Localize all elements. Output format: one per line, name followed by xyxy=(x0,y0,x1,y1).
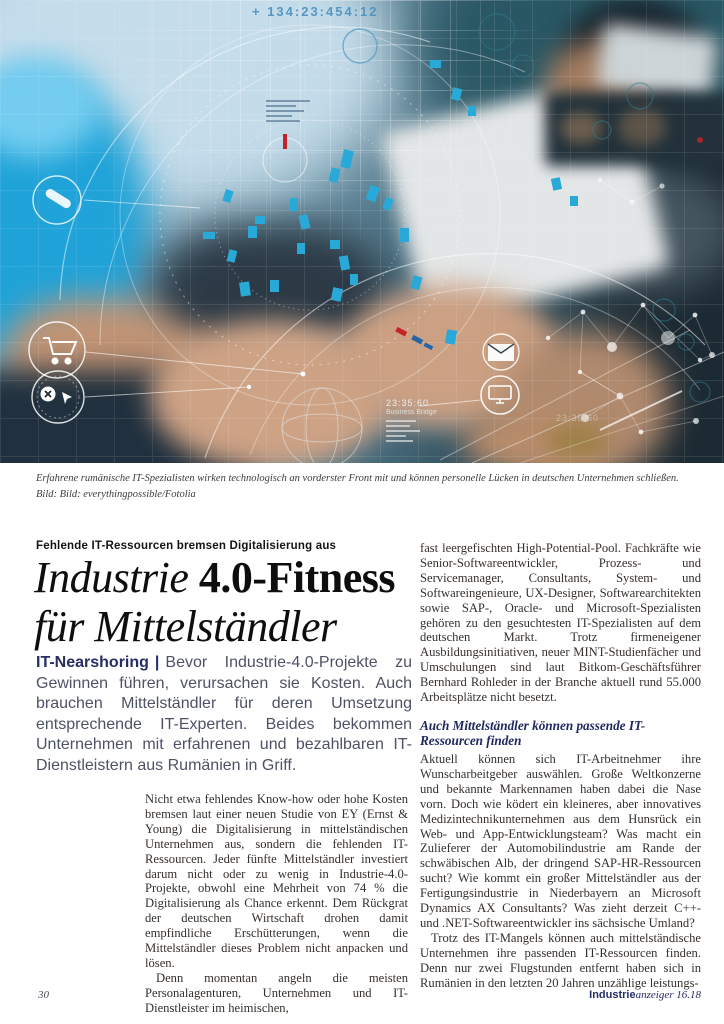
lead-text: Bevor Industrie-4.0-Projekte zu Gewinnen führen, verursachen sie Kosten. Auch brauchen Mittelständler für deren Umsetzung entsprechende IT-Experten. Beides bekommen Unternehmen mit erfahrenen und bezahlbaren IT-Dienstleistern aus Rumänien in Griff. xyxy=(36,654,412,774)
right-column-para1: fast leergefischten High-Potential-Pool. Fachkräfte wie Senior-Softwareentwickler, Prozess- und Servicemanager, Consultants, System- und Softwareingenieure, UX-Designer, Softwarearchitekten sowie SAP-, Oracle- und Microsoft-Spezialisten gehören zu den gesuchtesten IT-Spezialisten auf dem deutschen Markt. Trotz firmeneigener Ausbildungsinitiativen, neuer MINT-Studienfächer und Umschulungen sind laut Bitkom-Geschäftsführer Bernhard Rohleder in der Branche aktuell rund 55.000 Arbeitsplätze nicht besetzt. xyxy=(420,541,701,705)
hero-photo xyxy=(0,0,724,463)
kicker: Fehlende IT-Ressourcen bremsen Digitalisierung aus xyxy=(36,540,337,552)
hud-overlay xyxy=(0,0,724,463)
data-ticks xyxy=(203,60,578,345)
caption-credit: Bild: Bild: everythingpossible/Fotolia xyxy=(36,489,196,500)
lead-label: IT-Nearshoring xyxy=(36,654,149,671)
left-column xyxy=(145,792,408,1016)
headline-bold: 4.0-Fitness xyxy=(188,553,396,602)
hud-readout-lines xyxy=(266,100,310,125)
mail-icon xyxy=(483,334,519,370)
caption-text: Erfahrene rumänische IT-Spezialisten wirken technologisch an vorderster Front mit und können personelle Lücken in deutschen Unternehmen schließen. xyxy=(36,473,679,484)
hud-stats-lines xyxy=(386,420,420,445)
cart-icon xyxy=(29,322,85,378)
headline-italic: Industrie xyxy=(34,553,189,602)
timestamp-label: Business Bridge xyxy=(386,409,437,416)
footer-brand xyxy=(420,989,701,1001)
www-icon xyxy=(32,371,84,423)
timestamp-right: 23:35:60 xyxy=(556,413,600,423)
connector-lines xyxy=(84,200,481,406)
constellation-network xyxy=(546,178,715,434)
lead-separator: | xyxy=(154,654,160,671)
left-column-para2: Denn momentan angeln die meisten Personalagenturen, Unternehmen und IT-Dienstleister im heimischen, xyxy=(145,970,408,1015)
subhead: Auch Mittelständler können passende IT-Ressourcen finden xyxy=(420,717,646,749)
footer-brand-italic: anzeiger 16.18 xyxy=(635,989,701,1001)
right-column xyxy=(420,541,701,990)
right-column-para2: Aktuell können sich IT-Arbeitnehmer ihre Wunscharbeitgeber auswählen. Große Weltkonzerne und bekannte Markennamen haben dabei die Nase vorn. Doch wie ködert ein kleineres, aber innovatives Medizintechnikunternehmen aus dem Hunsrück ein Web- und App-Entwicklungsteam? Was macht ein Zulieferer der Automobilindustrie am Rande der schwäbischen Alb, der dringend SAP-HR-Ressourcen sucht? Wie kommt ein großer Mittelständler aus der Fertigungsindustrie in Niederbayern an Microsoft Dynamics AX Consultants? Was zieht derzeit C++- und .NET-Softwareentwickler ins sächsische Umland? xyxy=(420,751,701,930)
timestamp-top: + 134:23:454:12 xyxy=(252,4,379,19)
footer-brand-bold: Industrie xyxy=(589,989,636,1001)
phone-icon xyxy=(33,176,81,224)
footer-page-number: 30 xyxy=(38,989,49,1001)
headline xyxy=(34,553,424,651)
photo-caption xyxy=(36,471,696,503)
monitor-icon xyxy=(481,376,519,414)
lead-paragraph xyxy=(36,653,412,777)
timestamp-mid: 23:35:60 xyxy=(386,398,430,408)
globe-wireframe xyxy=(282,388,362,463)
right-column-para3: Trotz des IT-Mangels können auch mittelständische Unternehmen ihre passenden IT-Ressourcen finden. Denn nur zwei Flugstunden entfernt haben sich in Rumänien in den letzten 20 Jahren unzählige leistungs- xyxy=(420,930,701,990)
left-column-para1: Nicht etwa fehlendes Know-how oder hohe Kosten bremsen laut einer neuen Studie von EY (Ernst & Young) die Digitalisierung in mittelständischen Unternehmen aus, sondern die fehlenden IT-Ressourcen. Jeder fünfte Mittelständler investiert darum nicht oder zu wenig in Industrie-4.0-Projekte, obwohl eine Mehrheit von 74 % die Digitalisierung als Chance erkennt. Dem Rückgrat der deutschen Wirtschaft drohen damit empfindliche Erschütterungen, wenn die Mittelständler dieses Problem nicht anpacken und lösen. xyxy=(145,792,408,970)
headline-line2: für Mittelständler xyxy=(34,602,337,651)
